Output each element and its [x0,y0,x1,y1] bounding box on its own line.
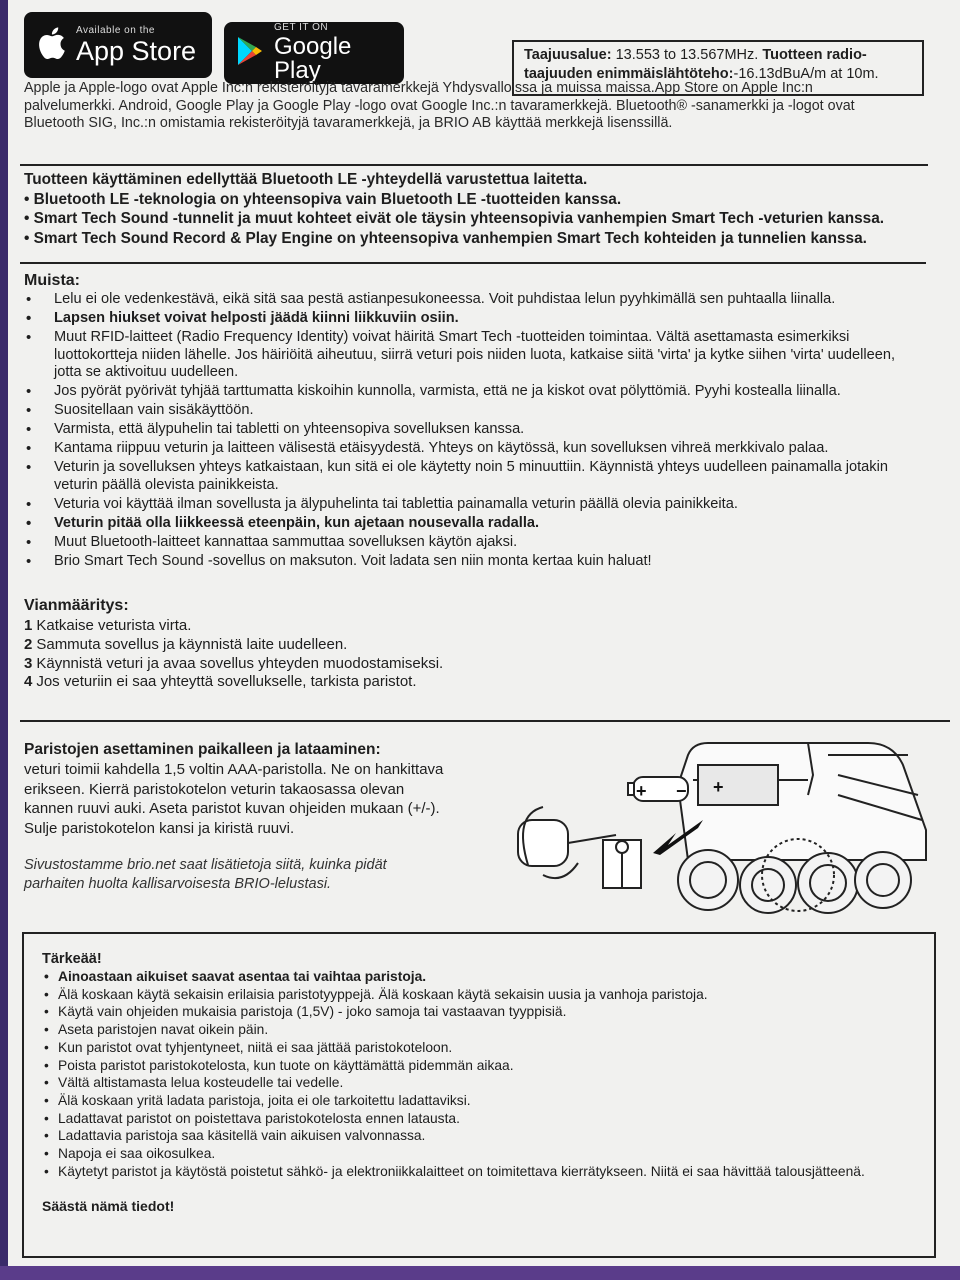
step-number: 4 [24,673,33,691]
trademark-line: Bluetooth SIG, Inc.:n omistamia rekisteröityjä tavaramerkkejä, ja BRIO AB käyttää merkkejä lisenssillä. [24,115,673,131]
battery-minus-sign: − [676,781,687,801]
troubleshooting-section [24,597,624,692]
step-text: Jos veturiin ei saa yhteyttä sovellukselle, tarkista paristot. [36,673,417,691]
step-text: Sammuta sovellus ja käynnistä laite uudelleen. [36,635,348,653]
list-item: • Muut Bluetooth-laitteet kannattaa sammuttaa sovelluksen käytön ajaksi. [24,534,924,552]
frequency-value: 13.553 to 13.567MHz. [615,47,759,63]
power-label: Tuotteen radio-taajuuden enimmäislähtöteho: [524,47,867,82]
battery-compartment [698,765,778,805]
warning-item: • Napoja ei saa oikosulkea. [42,1145,916,1163]
save-info-note: Säästä nämä tiedot! [42,1198,175,1215]
troubleshooting-step [24,673,624,692]
requirement-item: • Smart Tech Sound Record & Play Engine on yhteensopiva vanhempien Smart Tech kohteiden ja tunnelien kanssa. [24,229,867,247]
app-store-small-text: Available on the [76,24,155,36]
warning-item: • Ladattavia paristoja saa käsitellä vain aikuisen valvonnassa. [42,1127,916,1145]
apple-icon [36,25,66,66]
battery-instructions: veturi toimii kahdella 1,5 voltin AAA-paristolla. Ne on hankittava erikseen. Kierrä paristokotelon veturin takaosassa olevan kannen ruuvi auki. Aseta paristot kuvan ohjeiden mukaan (+/-). Sulje paristokotelon kansi ja kiristä ruuvi. [24,761,444,837]
list-item: • Lapsen hiukset voivat helposti jäädä kiinni liikkuviin osiin. [24,310,924,328]
care-note: Sivustostamme brio.net saat lisätietoja siitä, kuinka pidät parhaiten huolta kallisarvoisesta BRIO-lelustasi. [24,857,387,892]
list-item: • Muut RFID-laitteet (Radio Frequency Identity) voivat häiritä Smart Tech -tuotteiden toimintaa. Vältä asettamasta esimerkiksi luottokortteja niiden lähelle. Jos häiriöitä aiheutuu, siirrä veturi pois niiden luota, katkaise siitä 'virta' ja kytke siihen 'virta' uudelleen, jotta se aktivoituu uudelleen. [24,329,924,382]
warning-item: • Ainoastaan aikuiset saavat asentaa tai vaihtaa paristoja. [42,968,916,986]
warning-item: • Ladattavat paristot on poistettava paristokotelosta ennen latausta. [42,1110,916,1128]
step-text: Katkaise veturista virta. [36,617,192,634]
battery-plus-sign: + [636,781,647,801]
troubleshooting-steps [24,617,624,692]
requirements-heading: Tuotteen käyttäminen edellyttää Bluetooth LE -yhteydellä varustettua laitetta. [24,171,588,188]
divider [20,262,926,264]
bluetooth-requirements [24,170,934,248]
step-text: Käynnistä veturi ja avaa sovellus yhteyden muodostamiseksi. [36,654,444,672]
frequency-label: Taajuusalue: [524,47,612,63]
compartment-plus-sign: + [713,777,724,797]
list-item: • Veturia voi käyttää ilman sovellusta ja älypuhelinta tai tablettia painamalla veturin päällä olevia painikkeita. [24,496,924,514]
app-store-big-text: App Store [76,35,197,66]
troubleshooting-step [24,617,624,636]
remember-list [24,291,924,570]
troubleshooting-title: Vianmääritys: [24,597,129,614]
background-strip [0,1266,960,1280]
step-number: 1 [24,617,33,634]
list-item: • Veturin pitää olla liikkeessä eteenpäin, kun ajetaan nousevalla radalla. [24,515,924,533]
power-value: -16.13dBuA/m at 10m. [733,66,879,82]
google-play-icon [236,36,264,71]
trademark-line: Apple ja Apple-logo ovat Apple Inc:n rekisteröityjä tavaramerkkejä Yhdysvalloissa ja muissa maissa.App Store on Apple Inc:n [24,80,813,96]
warning-item: • Kun paristot ovat tyhjentyneet, niitä ei saa jättää paristokoteloon. [42,1039,916,1057]
warning-item: • Käytä vain ohjeiden mukaisia paristoja (1,5V) - joko samoja tai vastaavan tyyppisiä. [42,1003,916,1021]
requirement-item: • Bluetooth LE -teknologia on yhteensopiva vain Bluetooth LE -tuotteiden kanssa. [24,190,622,208]
list-item: • Kantama riippuu veturin ja laitteen välisestä etäisyydestä. Yhteys on käytössä, kun sovelluksen vihreä merkkivalo palaa. [24,440,924,458]
warning-item: • Älä koskaan yritä ladata paristoja, joita ei ole tarkoitettu ladattaviksi. [42,1092,916,1110]
warning-item: • Käytetyt paristot ja käytöstä poistetut sähkö- ja elektroniikkalaitteet on toimitettava kierrätykseen. Niitä ei saa hävittää talousjätteenä. [42,1163,916,1181]
requirement-item: • Smart Tech Sound -tunnelit ja muut kohteet eivät ole täysin yhteensopivia vanhempien Smart Tech -veturien kanssa. [24,210,885,227]
warning-item: • Älä koskaan käytä sekaisin erilaisia paristotyyppejä. Älä koskaan käytä sekaisin uusia ja vanhoja paristoja. [42,986,916,1004]
list-item: • Lelu ei ole vedenkestävä, eikä sitä saa pestä astianpesukoneessa. Voit puhdistaa lelun pyyhkimällä sen puhtaalla liinalla. [24,291,924,309]
step-number: 3 [24,654,33,672]
battery-title: Paristojen asettaminen paikalleen ja lataaminen: [24,741,381,758]
trademark-line: palvelumerkki. Android, Google Play ja Google Play -logo ovat Google Inc.:n tavaramerkkejä. Bluetooth® -sanamerkki ja -logot ovat [24,97,855,114]
remember-section [24,272,924,572]
battery-terminal [628,783,634,795]
instruction-sheet [8,0,960,1266]
list-item: • Brio Smart Tech Sound -sovellus on maksuton. Voit ladata sen niin monta kertaa kuin haluat! [24,553,924,571]
trademark-notice [24,80,929,133]
remember-title: Muista: [24,272,80,289]
troubleshooting-step [24,655,624,674]
important-warnings-box [22,932,936,1258]
list-item: • Veturin ja sovelluksen yhteys katkaistaan, kun sitä ei ole käytetty noin 5 minuuttiin. Käynnistä yhteys uudelleen painamalla jotakin veturin päällä olevista painikkeista. [24,459,924,494]
important-list [42,968,916,1180]
divider [20,164,928,166]
list-item: • Jos pyörät pyörivät tyhjää tarttumatta kiskoihin kunnolla, varmista, että ne ja kiskot ovat pölyttömiä. Pyyhi kostealla liinalla. [24,383,924,401]
warning-item: • Vältä altistamasta lelua kosteudelle tai vedelle. [42,1074,916,1092]
important-title: Tärkeää! [42,951,102,967]
google-play-big-text: Google Play [274,33,352,84]
battery-insertion-illustration [508,735,938,925]
warning-item: • Poista paristot paristokotelosta, kun tuote on käyttämättä pidemmän aikaa. [42,1057,916,1075]
battery-section [24,740,444,894]
divider [20,720,950,722]
google-play-badge[interactable] [224,22,404,84]
app-store-badge[interactable] [24,12,212,78]
list-item: • Varmista, että älypuhelin tai tabletti on yhteensopiva sovelluksen kanssa. [24,421,924,439]
step-number: 2 [24,635,33,653]
troubleshooting-step [24,636,624,655]
list-item: • Suositellaan vain sisäkäyttöön. [24,402,924,420]
google-play-small-text: GET IT ON [274,22,329,33]
warning-item: • Aseta paristojen navat oikein päin. [42,1021,916,1039]
